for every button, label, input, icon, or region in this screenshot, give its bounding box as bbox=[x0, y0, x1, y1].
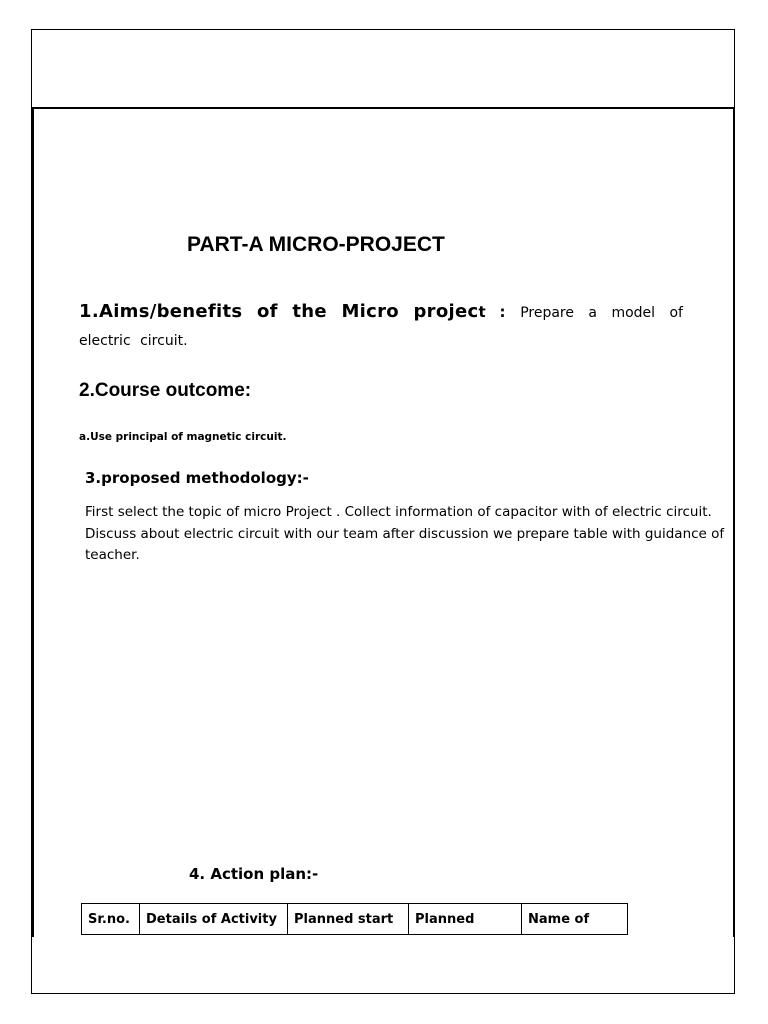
page-title: PART-A MICRO-PROJECT bbox=[187, 233, 445, 256]
page-border-left bbox=[31, 109, 34, 937]
action-plan-heading: 4. Action plan:- bbox=[189, 865, 319, 883]
column-header-srno: Sr.no. bbox=[82, 904, 140, 935]
aims-text: Prepare a model of electric circuit. bbox=[79, 305, 683, 349]
aims-section bbox=[79, 298, 683, 355]
page-border-right bbox=[733, 109, 735, 937]
action-plan-table bbox=[81, 903, 628, 935]
course-outcome-item: a.Use principal of magnetic circuit. bbox=[79, 431, 287, 443]
table-header-row bbox=[82, 904, 628, 935]
course-outcome-heading: 2.Course outcome: bbox=[79, 380, 252, 401]
column-header-name-of: Name of bbox=[522, 904, 628, 935]
header-box bbox=[31, 29, 735, 109]
column-header-planned-start: Planned start bbox=[288, 904, 409, 935]
column-header-planned: Planned bbox=[409, 904, 522, 935]
aims-heading-tail: t : bbox=[478, 303, 506, 321]
methodology-text: First select the topic of micro Project . Collect information of capacitor with of electric circuit. Discuss about electric circuit with our team after discussion we prepare table with guidance of teacher. bbox=[85, 504, 725, 563]
footer-box bbox=[31, 936, 735, 994]
methodology-heading: 3.proposed methodology:- bbox=[85, 469, 309, 487]
column-header-details: Details of Activity bbox=[140, 904, 288, 935]
aims-heading: 1.Aims/benefits of the Micro projec bbox=[79, 301, 479, 322]
